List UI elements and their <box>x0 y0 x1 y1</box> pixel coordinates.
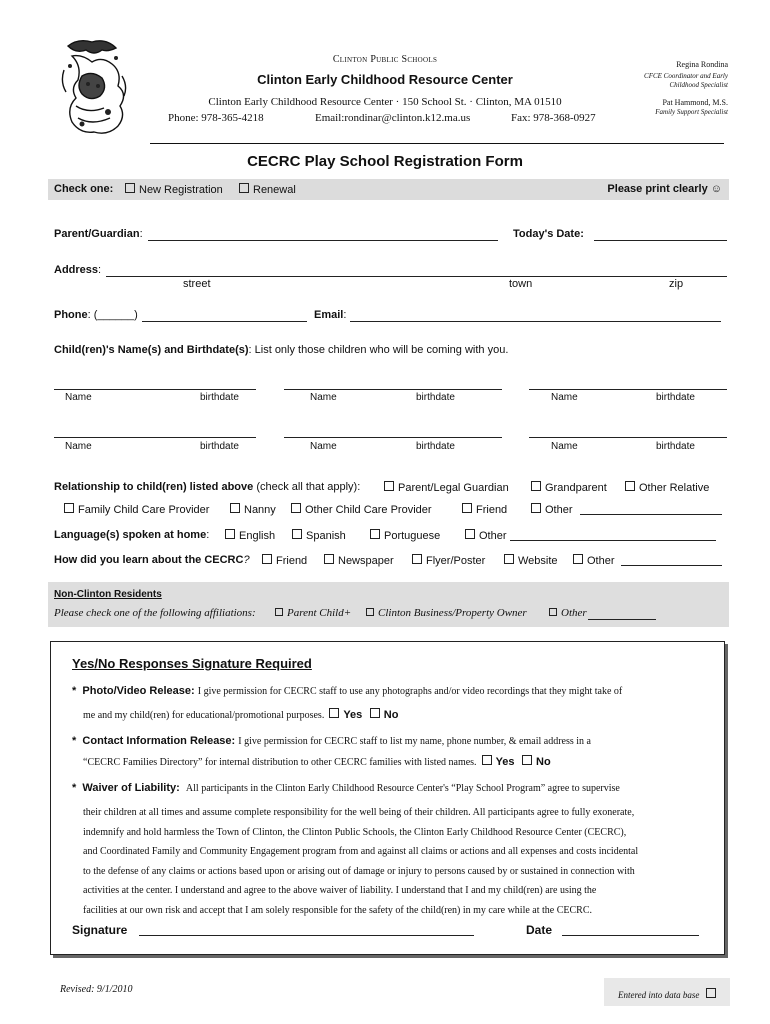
rel-friend-option[interactable]: Friend <box>462 503 507 516</box>
waiver-line-1: * Waiver of Liability: All participants in the Clinton Early Childhood Resource Center's “Play School Program” agree to supervise <box>72 782 620 794</box>
checkbox[interactable] <box>370 708 380 718</box>
child-entry-line[interactable] <box>284 437 502 438</box>
checkbox[interactable] <box>465 529 475 539</box>
learn-website-option[interactable]: Website <box>504 554 558 567</box>
header-phone: Phone: 978-365-4218 <box>168 112 264 124</box>
children-heading: Child(ren)'s Name(s) and Birthdate(s): List only those children who will be coming with you. <box>54 344 509 356</box>
waiver-line: indemnify and hold harmless the Town of Clinton, the Clinton Public Schools, the Clinton Early Childhood Resource Center (CECRC), <box>83 826 627 838</box>
child-entry-line[interactable] <box>54 389 256 390</box>
child-name-caption: Name <box>310 392 337 403</box>
learn-friend-option[interactable]: Friend <box>262 554 307 567</box>
learn-flyer-option[interactable]: Flyer/Poster <box>412 554 485 567</box>
learn-heading: How did you learn about the CECRC? <box>54 554 250 566</box>
child-entry-line[interactable] <box>529 389 727 390</box>
child-birthdate-caption: birthdate <box>656 392 695 403</box>
checkbox[interactable] <box>275 608 283 616</box>
header-email: Email:rondinar@clinton.k12.ma.us <box>315 112 471 124</box>
lang-portuguese-option[interactable]: Portuguese <box>370 529 440 542</box>
checkbox[interactable] <box>292 529 302 539</box>
parent-field[interactable] <box>148 240 498 241</box>
checkbox[interactable] <box>522 755 532 765</box>
photo-no-option[interactable]: No <box>370 709 399 721</box>
waiver-line: and Coordinated Family and Community Engagement program from and against all claims or actions and all expenses and costs incidental <box>83 846 639 857</box>
renewal-label: Renewal <box>253 184 296 196</box>
waiver-text <box>83 803 638 920</box>
today-label: Today's Date: <box>513 228 584 240</box>
waiver-line: facilities at our own risk and accept that I am solely responsible for the safety of the child(ren) in my care while at the CECRC. <box>83 904 593 916</box>
checkbox[interactable] <box>225 529 235 539</box>
staff2-name: Pat Hammond, M.S. <box>662 98 728 107</box>
rel-nanny-option[interactable]: Nanny <box>230 503 276 516</box>
waiver-line: their children at all times and assume complete responsibility for the well being of their children. All participants agree to fully exonerate, <box>83 807 635 818</box>
child-name-caption: Name <box>310 441 337 452</box>
waiver-line: activities at the center. I understand and agree to the above waiver of liability. I understand that I and my child(ren) are using the <box>83 885 597 896</box>
child-entry-line[interactable] <box>529 437 727 438</box>
email-field[interactable] <box>350 321 721 322</box>
signature-field[interactable] <box>139 935 474 936</box>
checkbox[interactable] <box>230 503 240 513</box>
address-label: Address: <box>54 264 102 276</box>
relationship-heading: Relationship to child(ren) listed above (check all that apply): <box>54 481 361 493</box>
checkbox[interactable] <box>262 554 272 564</box>
org-name: Clinton Public Schools <box>332 54 438 65</box>
rel-other-relative-option[interactable]: Other Relative <box>625 481 709 494</box>
contact-release-line-2: “CECRC Families Directory” for internal distribution to other CECRC families with listed names. Yes No <box>83 756 551 768</box>
learn-newspaper-option[interactable]: Newspaper <box>324 554 394 567</box>
school-logo <box>58 36 130 140</box>
non-clinton-note: Please check one of the following affiliations: <box>54 607 256 619</box>
checkbox[interactable] <box>64 503 74 513</box>
new-registration-label: New Registration <box>139 184 223 196</box>
checkbox[interactable] <box>370 529 380 539</box>
rel-other-field[interactable] <box>580 514 722 515</box>
checkbox[interactable] <box>412 554 422 564</box>
today-date-field[interactable] <box>594 240 727 241</box>
affil-business-option[interactable]: Clinton Business/Property Owner <box>366 607 527 619</box>
lang-other-field[interactable] <box>510 540 716 541</box>
form-title: CECRC Play School Registration Form <box>247 153 523 170</box>
checkbox[interactable] <box>531 503 541 513</box>
non-clinton-title: Non-Clinton Residents <box>54 589 162 600</box>
rel-other-option[interactable]: Other <box>531 503 573 516</box>
staff1-title-1: CFCE Coordinator and Early <box>644 72 728 80</box>
checkbox[interactable] <box>482 755 492 765</box>
child-birthdate-caption: birthdate <box>200 392 239 403</box>
child-birthdate-caption: birthdate <box>200 441 239 452</box>
checkbox[interactable] <box>462 503 472 513</box>
language-heading: Language(s) spoken at home: <box>54 529 210 541</box>
checkbox[interactable] <box>573 554 583 564</box>
lang-spanish-option[interactable]: Spanish <box>292 529 346 542</box>
learn-other-field[interactable] <box>621 565 722 566</box>
parent-label: Parent/Guardian: <box>54 228 143 240</box>
date-field[interactable] <box>562 935 699 936</box>
checkbox[interactable] <box>366 608 374 616</box>
rel-grandparent-option[interactable]: Grandparent <box>531 481 607 494</box>
child-name-caption: Name <box>551 392 578 403</box>
contact-yes-option[interactable]: Yes <box>482 756 515 768</box>
zip-caption: zip <box>669 278 684 290</box>
town-caption: town <box>509 278 533 290</box>
center-name: Clinton Early Childhood Resource Center <box>257 72 513 87</box>
child-entry-line[interactable] <box>284 389 502 390</box>
entered-into-database[interactable]: Entered into data base <box>618 988 720 1000</box>
child-entry-line[interactable] <box>54 437 256 438</box>
affil-other-field[interactable] <box>588 619 656 620</box>
street-caption: street <box>183 278 211 290</box>
child-name-caption: Name <box>65 441 92 452</box>
rel-other-provider-option[interactable]: Other Child Care Provider <box>291 503 432 516</box>
contact-no-option[interactable]: No <box>522 756 551 768</box>
checkbox[interactable] <box>531 481 541 491</box>
affil-other-option[interactable]: Other <box>549 607 587 619</box>
address-line: Clinton Early Childhood Resource Center · 150 School St. · Clinton, MA 01510 <box>208 96 562 108</box>
staff1-name: Regina Rondina <box>676 60 728 69</box>
photo-yes-option[interactable]: Yes <box>329 709 362 721</box>
header-fax: Fax: 978-368-0927 <box>511 112 596 124</box>
header-divider <box>150 143 724 144</box>
checkbox[interactable] <box>324 554 334 564</box>
waiver-line: to the defense of any claims or actions based upon or arising out of damage or injury to persons caused by or sustained in connection with <box>83 865 635 877</box>
rel-parent-option[interactable]: Parent/Legal Guardian <box>384 481 509 494</box>
checkbox[interactable] <box>625 481 635 491</box>
phone-field[interactable] <box>142 321 307 322</box>
contact-release-line-1: * Contact Information Release: I give permission for CECRC staff to list my name, phone number, & email address in a <box>72 735 591 747</box>
child-birthdate-caption: birthdate <box>416 392 455 403</box>
lang-other-option[interactable]: Other <box>465 529 507 542</box>
print-clearly-note: Please print clearly ☺ <box>607 183 722 195</box>
checkbox[interactable] <box>291 503 301 513</box>
learn-other-option[interactable]: Other <box>573 554 615 567</box>
new-registration-checkbox[interactable] <box>125 183 135 193</box>
check-one-label: Check one: <box>54 183 114 195</box>
address-field[interactable] <box>106 276 727 277</box>
new-registration-option[interactable] <box>125 183 223 196</box>
affil-parent-child-option[interactable]: Parent Child+ <box>275 607 351 619</box>
child-name-caption: Name <box>551 441 578 452</box>
child-name-caption: Name <box>65 392 92 403</box>
signature-box-title: Yes/No Responses Signature Required <box>72 656 312 671</box>
checkbox[interactable] <box>549 608 557 616</box>
checkbox[interactable] <box>329 708 339 718</box>
renewal-option[interactable] <box>239 183 296 196</box>
lang-english-option[interactable]: English <box>225 529 275 542</box>
phone-area-code: (______) <box>93 309 138 321</box>
checkbox[interactable] <box>504 554 514 564</box>
rel-family-provider-option[interactable]: Family Child Care Provider <box>64 503 209 516</box>
date-label: Date <box>526 923 553 937</box>
child-birthdate-caption: birthdate <box>416 441 455 452</box>
photo-release-line-2: me and my child(ren) for educational/promotional purposes. Yes No <box>83 709 399 721</box>
staff1-title-2: Childhood Specialist <box>669 81 728 89</box>
email-label: Email: <box>314 309 347 321</box>
renewal-checkbox[interactable] <box>239 183 249 193</box>
phone-label: Phone: (______) <box>54 309 138 321</box>
checkbox[interactable] <box>384 481 394 491</box>
photo-release-line-1: * Photo/Video Release: I give permission for CECRC staff to use any photographs and/or video recordings that they might take of <box>72 685 623 697</box>
staff2-title: Family Support Specialist <box>655 108 728 116</box>
revised-date: Revised: 9/1/2010 <box>60 984 133 995</box>
child-birthdate-caption: birthdate <box>656 441 695 452</box>
signature-label: Signature <box>72 923 128 937</box>
checkbox[interactable] <box>706 988 716 998</box>
